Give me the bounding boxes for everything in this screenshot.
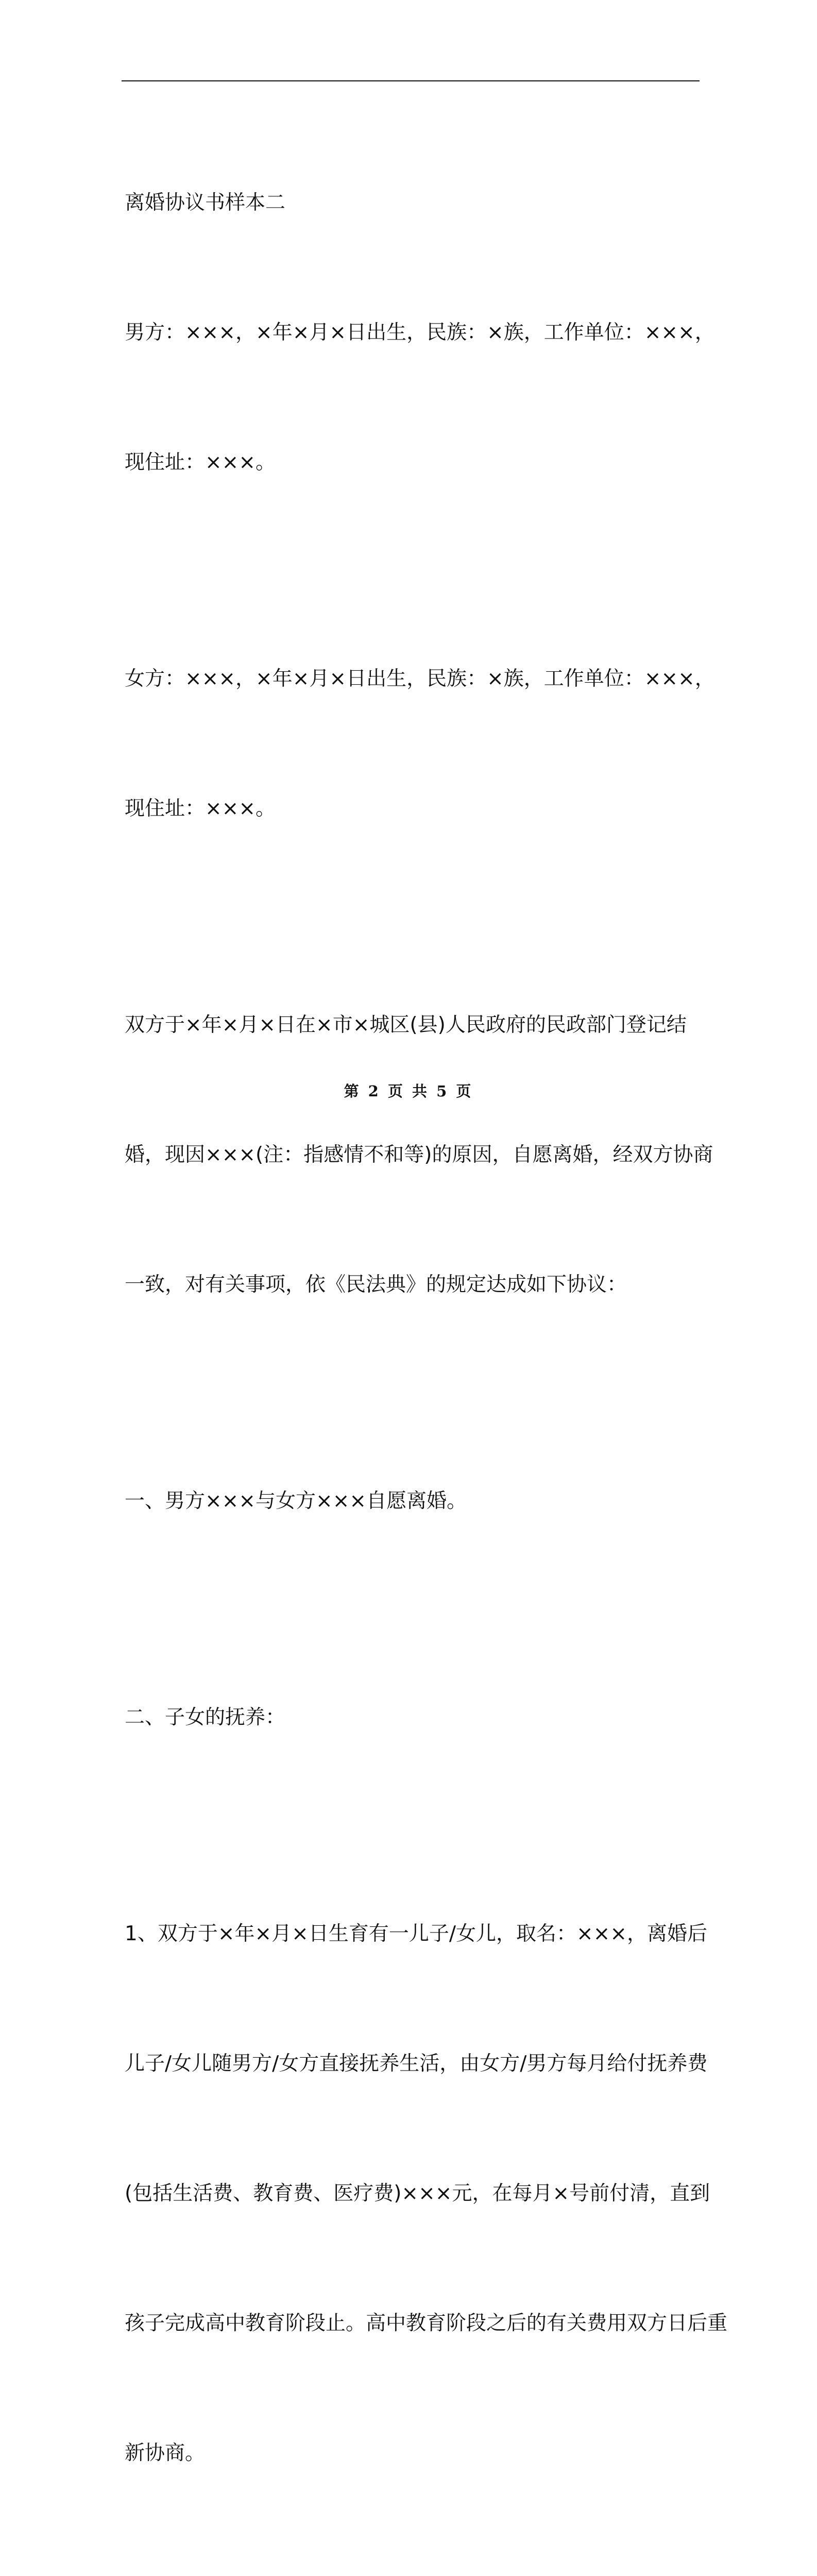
text-line: 儿子/女儿随男方/女方直接抚养生活，由女方/男方每月给付抚养费	[125, 2052, 708, 2075]
page-number: 第 2 页 共 5 页	[344, 1082, 473, 1100]
paragraph-clause-2-heading	[125, 1609, 696, 1826]
document-body	[125, 181, 728, 2576]
document-title: 离婚协议书样本二	[125, 191, 286, 214]
header-rule	[122, 80, 700, 81]
text-line: 婚，现因×××(注：指感情不和等)的原因，自愿离婚，经双方协商	[125, 1143, 713, 1166]
text-line: 女方：×××，×年×月×日出生，民族：×族，工作单位：×××，	[125, 667, 715, 690]
text-line: 一致，对有关事项，依《民法典》的规定达成如下协议：	[125, 1273, 627, 1296]
paragraph-clause-1	[125, 1393, 696, 1609]
paragraph-preamble	[125, 917, 713, 1393]
paragraph-item-2	[125, 2562, 696, 2576]
text-line: 孩子完成高中教育阶段止。高中教育阶段之后的有关费用双方日后重	[125, 2312, 728, 2335]
text-line: 现住址：×××。	[125, 451, 276, 474]
text-line: 男方：×××，×年×月×日出生，民族：×族，工作单位：×××，	[125, 321, 715, 344]
text-line: 一、男方×××与女方×××自愿离婚。	[125, 1489, 467, 1513]
text-line: 新协商。	[125, 2442, 206, 2465]
text-line: 双方于×年×月×日在×市×城区(县)人民政府的民政部门登记结	[125, 1013, 687, 1037]
paragraph-female-party	[125, 571, 715, 917]
text-line: 二、子女的抚养：	[125, 1706, 286, 1729]
text-line: (包括生活费、教育费、医疗费)×××元，在每月×号前付清，直到	[125, 2182, 710, 2205]
paragraph-item-1	[125, 1826, 728, 2562]
text-line: 1、双方于×年×月×日生育有一儿子/女儿，取名：×××，离婚后	[125, 1922, 708, 1945]
paragraph-male-party	[125, 225, 715, 571]
text-line: 现住址：×××。	[125, 797, 276, 820]
